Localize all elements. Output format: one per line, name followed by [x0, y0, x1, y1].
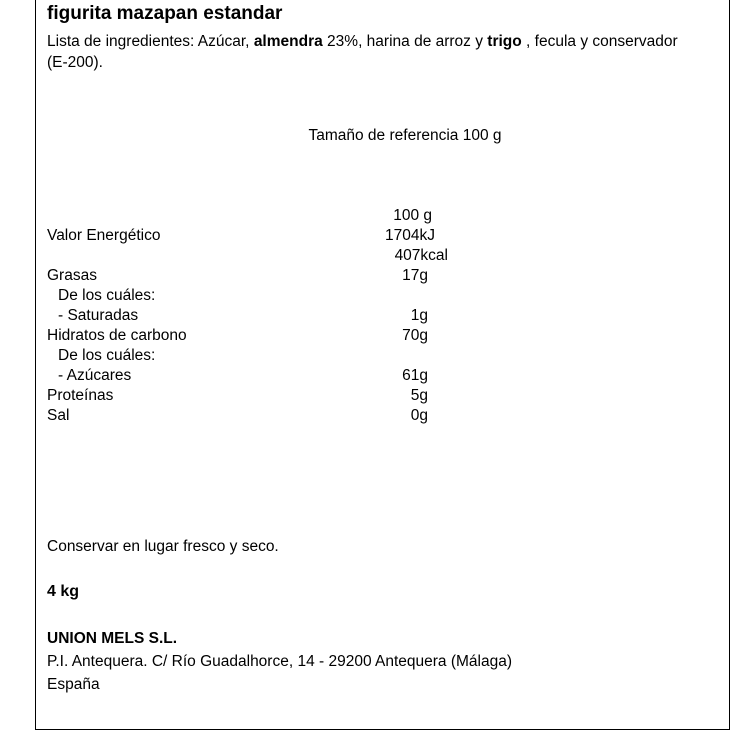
manufacturer-name: UNION MELS S.L. — [47, 630, 178, 647]
ingredients-list — [47, 31, 697, 73]
energy-kcal-value: 407kcal — [394, 247, 448, 264]
manufacturer-country: España — [47, 676, 100, 693]
saturated-label: - Saturadas — [58, 307, 139, 324]
ingredients-suffix: , fecula y conservador (E-200). — [47, 33, 678, 71]
per-100g-header: 100 g — [393, 207, 432, 224]
product-title: figurita mazapan estandar — [47, 3, 283, 24]
salt-label: Sal — [47, 407, 70, 424]
fat-sub-header: De los cuáles: — [58, 287, 156, 304]
ingredients-prefix: Lista de ingredientes: Azúcar, — [47, 33, 254, 50]
carbs-sub-header: De los cuáles: — [58, 347, 156, 364]
salt-value: 0g — [410, 407, 428, 424]
net-weight: 4 kg — [47, 583, 80, 600]
storage-instructions: Conservar en lugar fresco y seco. — [47, 538, 279, 555]
carbs-label: Hidratos de carbono — [47, 327, 187, 344]
energy-label: Valor Energético — [47, 227, 161, 244]
sugars-label: - Azúcares — [58, 367, 132, 384]
ingredient-allergen-almond: almendra — [253, 33, 323, 50]
reference-size: Tamaño de referencia 100 g — [308, 127, 502, 144]
ingredient-allergen-wheat: trigo — [487, 33, 522, 50]
protein-label: Proteínas — [47, 387, 114, 404]
protein-value: 5g — [410, 387, 428, 404]
sugars-value: 61g — [402, 367, 428, 384]
ingredients-mid: 23%, harina de arroz y — [322, 33, 488, 50]
fat-value: 17g — [402, 267, 428, 284]
energy-kj-value: 1704kJ — [385, 227, 435, 244]
saturated-value: 1g — [410, 307, 428, 324]
manufacturer-address: P.I. Antequera. C/ Río Guadalhorce, 14 - 29200 Antequera (Málaga) — [47, 653, 513, 670]
fat-label: Grasas — [47, 267, 97, 284]
carbs-value: 70g — [402, 327, 428, 344]
